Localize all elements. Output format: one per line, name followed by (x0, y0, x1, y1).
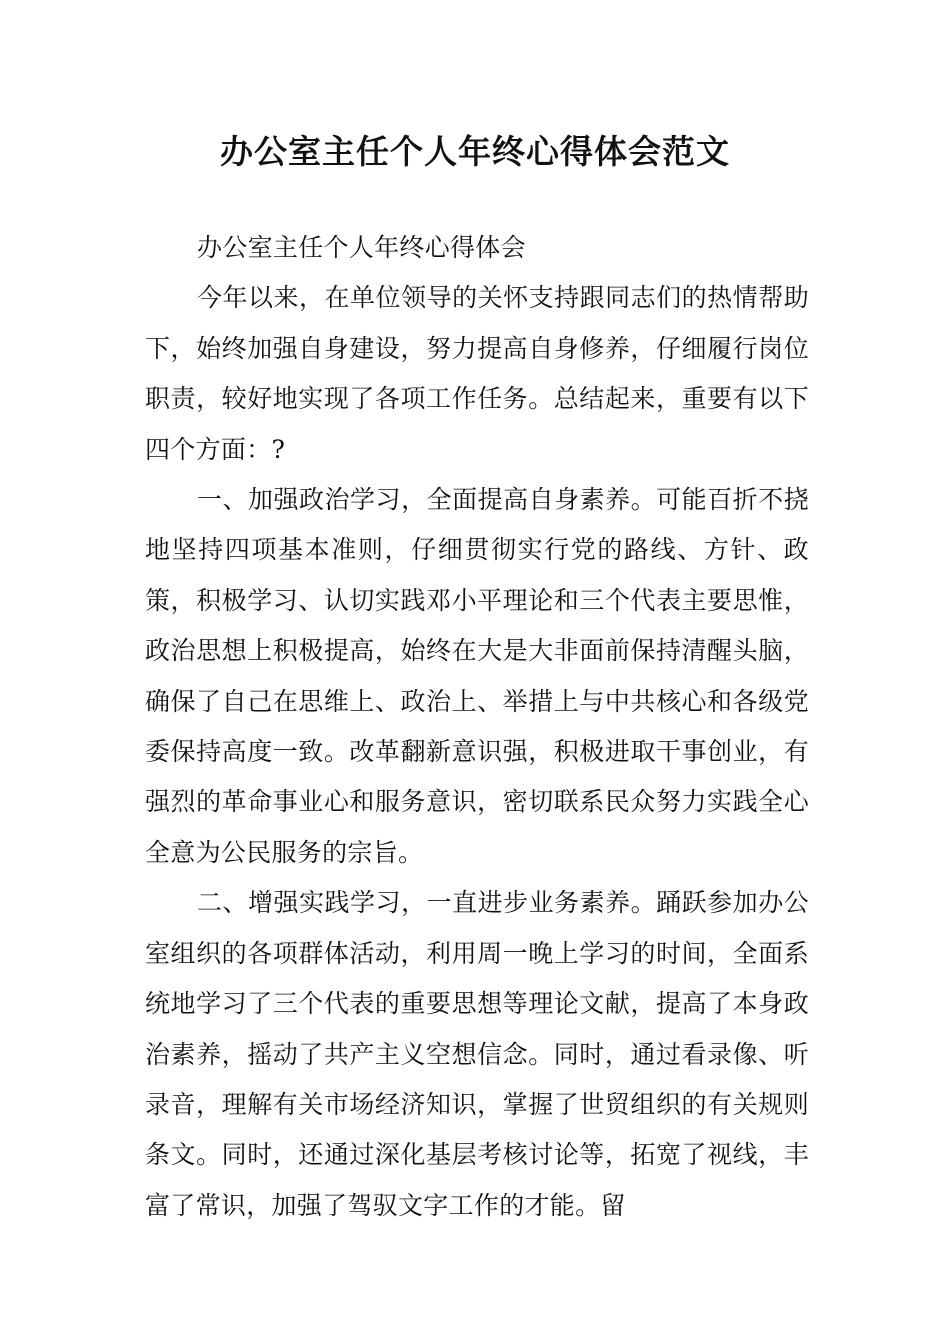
document-body (145, 223, 809, 1231)
section-one-paragraph: 一、加强政治学习，全面提高自身素养。可能百折不挠地坚持四项基本准则，仔细贯彻实行党的路线、方针、政策，积极学习、认切实践邓小平理论和三个代表主要思惟，政治思想上积极提高，始终在大是大非面前保持清醒头脑，确保了自己在思维上、政治上、举措上与中共核心和各级党委保持高度一致。改革翻新意识强，积极进取干事创业，有强烈的革命事业心和服务意识，密切联系民众努力实践全心全意为公民服务的宗旨。 (145, 485, 809, 867)
section-two-paragraph: 二、增强实践学习，一直进步业务素养。踊跃参加办公室组织的各项群体活动，利用周一晚上学习的时间，全面系统地学习了三个代表的重要思想等理论文献，提高了本身政治素养，摇动了共产主义空想信念。同时，通过看录像、听录音，理解有关市场经济知识，掌握了世贸组织的有关规则条文。同时，还通过深化基层考核讨论等，拓宽了视线，丰富了常识，加强了驾驭文字工作的才能。留 (145, 888, 809, 1220)
intro-paragraph: 今年以来，在单位领导的关怀支持跟同志们的热情帮助下，始终加强自身建设，努力提高自身修养，仔细履行岗位职责，较好地实现了各项工作任务。总结起来，重要有以下四个方面：? (145, 283, 809, 464)
document-title: 办公室主任个人年终心得体会范文 (220, 132, 730, 171)
subtitle-paragraph: 办公室主任个人年终心得体会 (197, 233, 526, 262)
